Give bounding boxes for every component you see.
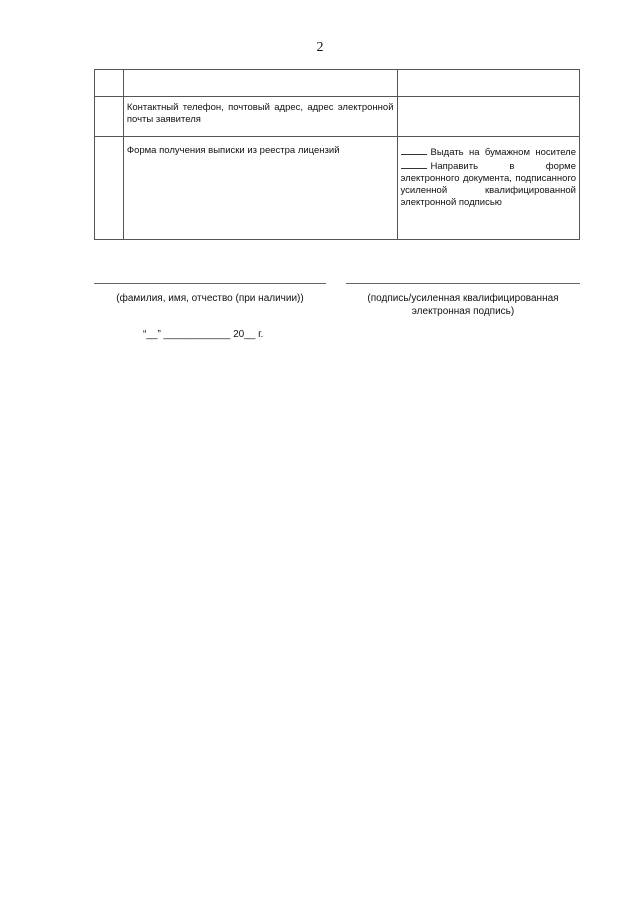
table-row xyxy=(95,70,580,97)
date-line: “__” ____________ 20__ г. xyxy=(143,329,264,340)
row-number-cell xyxy=(95,137,124,240)
signature-line xyxy=(346,283,580,284)
receipt-form-label: Форма получения выписки из реестра лицензий xyxy=(123,137,397,240)
option-paper xyxy=(401,145,576,159)
name-caption: (фамилия, имя, отчество (при наличии)) xyxy=(116,293,304,304)
row-number-cell xyxy=(95,97,124,137)
option-electronic xyxy=(401,159,576,209)
receipt-form-options xyxy=(397,137,579,240)
page-number: 2 xyxy=(316,40,324,55)
contact-info-value xyxy=(397,97,579,137)
option-paper-blank xyxy=(401,145,427,155)
row-label-cell xyxy=(123,70,397,97)
option-electronic-label: Направить в форме электронного документа, подписанного усиленной квалифицированной электронной подписью xyxy=(400,161,576,208)
row-value-cell xyxy=(397,70,579,97)
table-row xyxy=(95,137,580,240)
application-table xyxy=(94,69,580,240)
contact-info-label: Контактный телефон, почтовый адрес, адрес электронной почты заявителя xyxy=(123,97,397,137)
name-signature-line xyxy=(94,283,326,284)
option-electronic-blank xyxy=(401,159,427,169)
row-number-cell xyxy=(95,70,124,97)
signature-caption: (подпись/усиленная квалифицированная электронная подпись) xyxy=(367,293,559,317)
table-row xyxy=(95,97,580,137)
option-paper-label: Выдать на бумажном носителе xyxy=(430,147,576,158)
